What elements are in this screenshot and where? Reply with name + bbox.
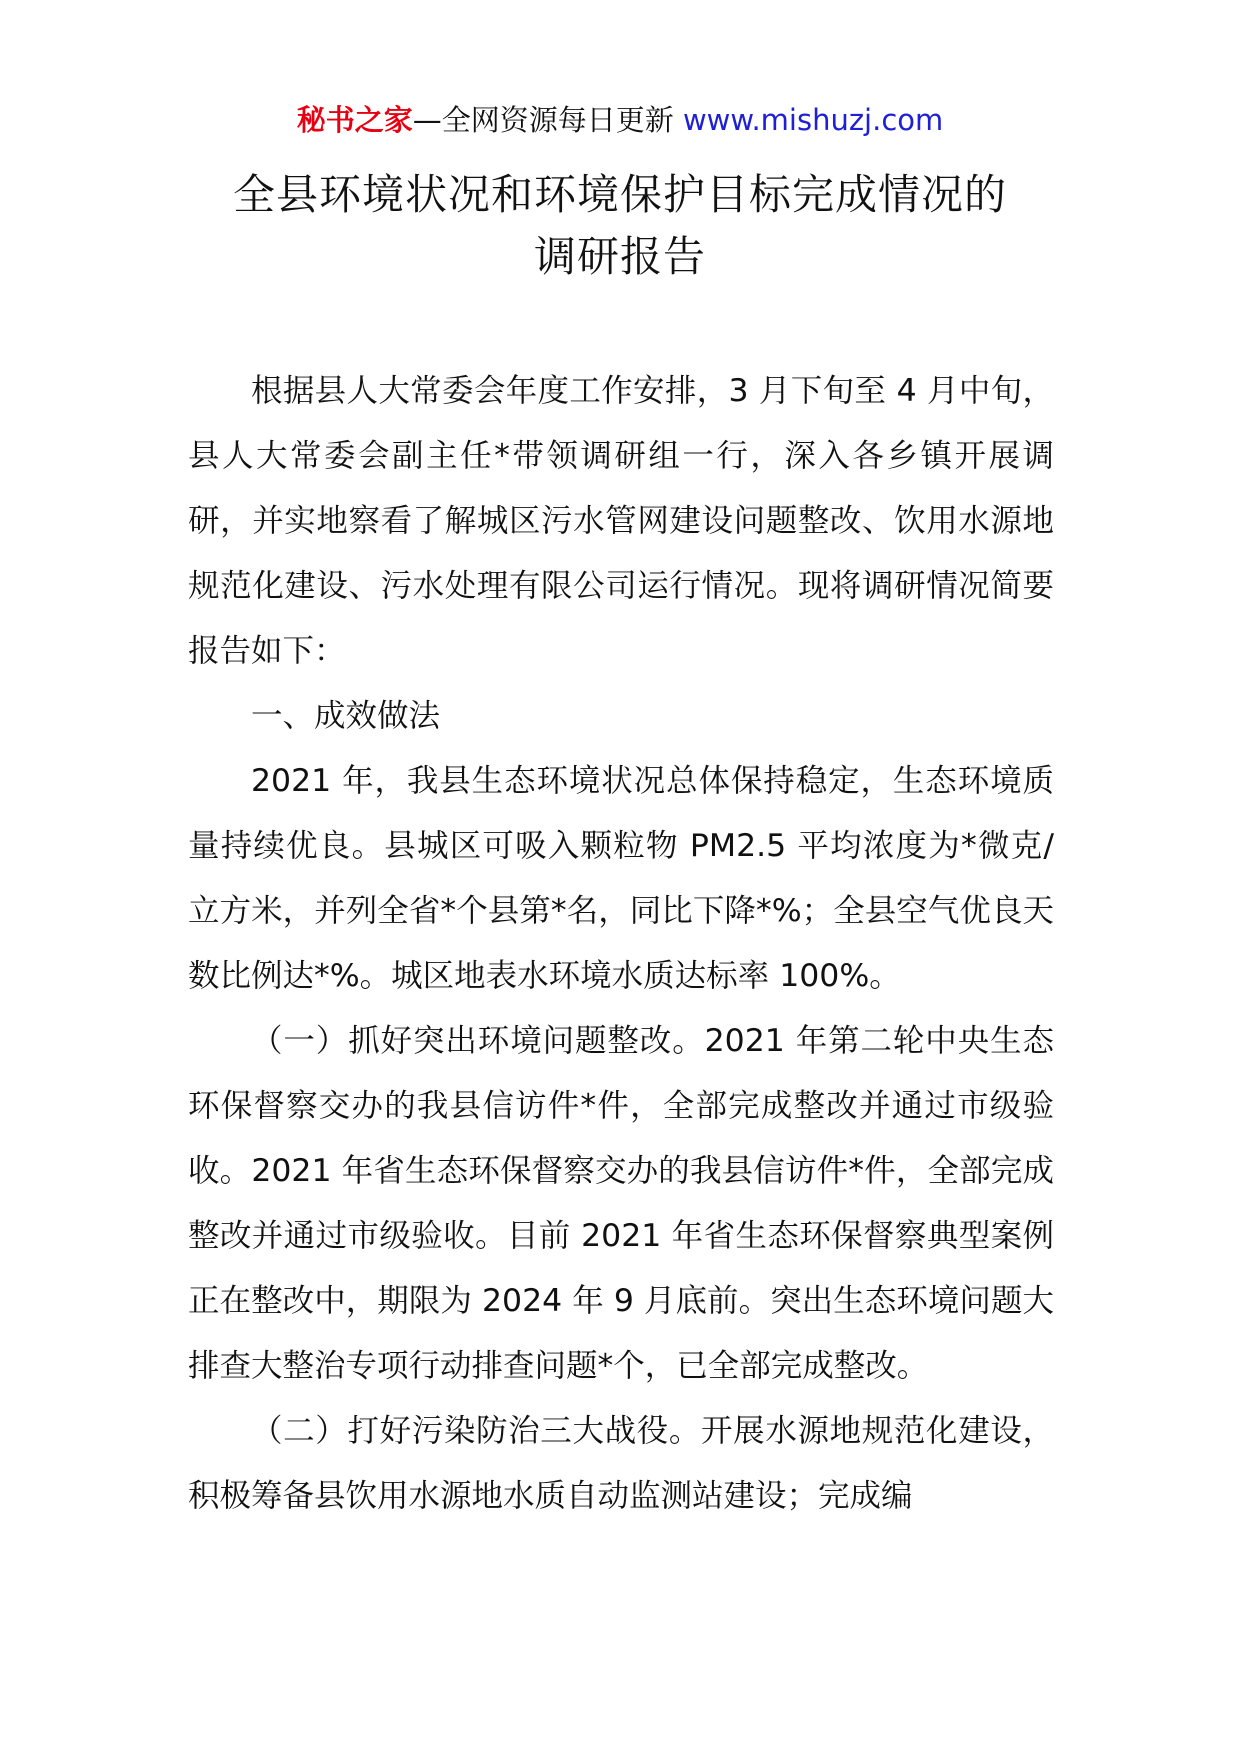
brand-name: 秘书之家	[296, 103, 413, 137]
section-heading-1: 一、成效做法	[251, 698, 441, 734]
title-line-1: 全县环境状况和环境保护目标完成情况的	[232, 170, 1007, 219]
site-header	[0, 100, 1240, 140]
paragraph-intro: 根据县人大常委会年度工作安排，3 月下旬至 4 月中旬，县人大常委会副主任*带领调研组一行，深入各乡镇开展调研，并实地察看了解城区污水管网建设问题整改、饮用水源地规范化建设、污水处理有限公司运行情况。现将调研情况简要报告如下：	[188, 373, 1054, 669]
title-line-2: 调研报告	[533, 232, 706, 281]
site-url-link[interactable]: www.mishuzj.com	[682, 103, 944, 137]
paragraph-overview: 2021 年，我县生态环境状况总体保持稳定，生态环境质量持续优良。县城区可吸入颗粒物 PM2.5 平均浓度为*微克/立方米，并列全省*个县第*名，同比下降*%；全县空气优良天数比例达*%。城区地表水环境水质达标率 100%。	[188, 763, 1054, 994]
document-body	[188, 359, 1054, 1529]
document-title	[0, 164, 1240, 288]
paragraph-subsection-2: （二）打好污染防治三大战役。开展水源地规范化建设，积极筹备县饮用水源地水质自动监测站建设；完成编	[188, 1413, 1054, 1514]
paragraph-subsection-1: （一）抓好突出环境问题整改。2021 年第二轮中央生态环保督察交办的我县信访件*件，全部完成整改并通过市级验收。2021 年省生态环保督察交办的我县信访件*件，全部完成整改并通过市级验收。目前 2021 年省生态环保督察典型案例正在整改中，期限为 2024 年 9 月底前。突出生态环境问题大排查大整治专项行动排查问题*个，已全部完成整改。	[188, 1023, 1054, 1384]
header-slogan: —全网资源每日更新	[412, 103, 674, 137]
